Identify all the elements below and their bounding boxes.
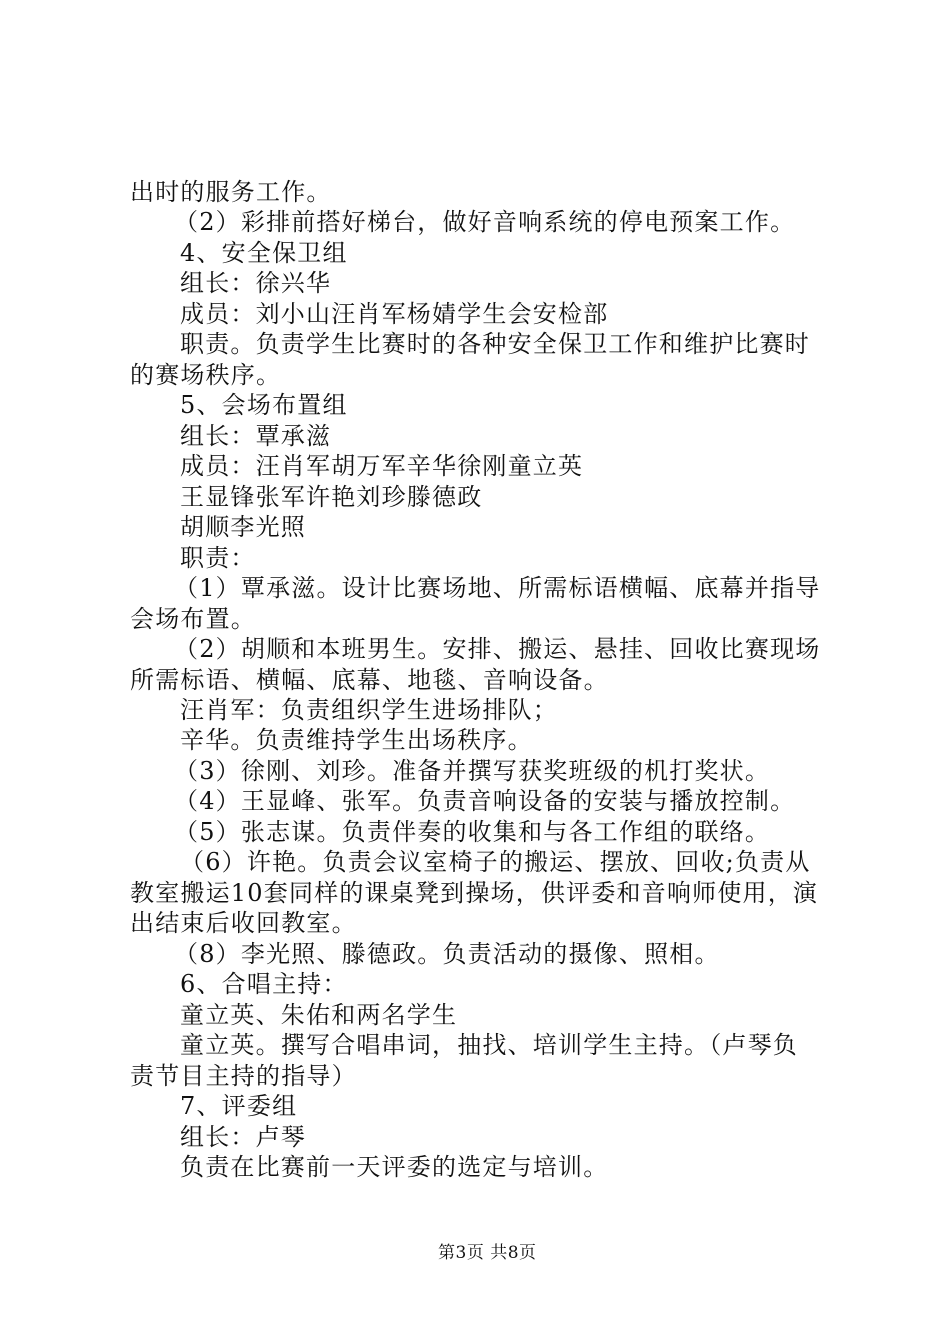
text-line: 童立英。撰写合唱串词，抽找、培训学生主持。（卢琴负 bbox=[180, 1031, 798, 1060]
text-line: 负责在比赛前一天评委的选定与培训。 bbox=[180, 1153, 609, 1181]
page-number-footer: 第3页 共8页 bbox=[438, 1243, 537, 1263]
text-line: 王显锋张军许艳刘珍滕德政 bbox=[180, 482, 483, 511]
text-line: 职责： bbox=[180, 543, 256, 572]
section-heading: 7、评委组 bbox=[180, 1092, 298, 1121]
text-line: （4）王显峰、张军。负责音响设备的安装与播放控制。 bbox=[174, 787, 796, 816]
text-line: 胡顺李光照 bbox=[180, 513, 306, 542]
text-line: 出时的服务工作。 bbox=[130, 178, 332, 206]
section-heading: 6、合唱主持： bbox=[180, 970, 348, 999]
section-heading: 4、安全保卫组 bbox=[180, 238, 348, 267]
text-line: 组长：卢琴 bbox=[180, 1122, 306, 1151]
text-line: （1）覃承滋。设计比赛场地、所需标语横幅、底幕并指导 bbox=[174, 574, 821, 603]
text-line: 成员：汪肖军胡万军辛华徐刚童立英 bbox=[180, 452, 584, 481]
text-line: 责节目主持的指导） bbox=[130, 1061, 357, 1090]
text-line: （3）徐刚、刘珍。准备并撰写获奖班级的机打奖状。 bbox=[174, 756, 771, 785]
text-line: 汪肖军：负责组织学生进场排队； bbox=[180, 695, 558, 724]
text-line: 组长：徐兴华 bbox=[180, 269, 332, 298]
text-line: 成员：刘小山汪肖军杨婧学生会安检部 bbox=[180, 299, 609, 328]
text-line: （5）张志谋。负责伴奏的收集和与各工作组的联络。 bbox=[174, 817, 771, 846]
text-line: （6）许艳。负责会议室椅子的搬运、摆放、回收;负责从 bbox=[180, 848, 811, 877]
document-body bbox=[130, 177, 850, 1182]
text-line: 教室搬运10套同样的课桌凳到操场，供评委和音响师使用，演 bbox=[130, 878, 819, 907]
text-line: 童立英、朱佑和两名学生 bbox=[180, 1000, 458, 1029]
text-line: 组长：覃承滋 bbox=[180, 421, 332, 450]
text-line: 的赛场秩序。 bbox=[130, 360, 282, 389]
text-line: 会场布置。 bbox=[130, 604, 256, 633]
text-line: 出结束后收回教室。 bbox=[130, 909, 357, 938]
text-line: （8）李光照、滕德政。负责活动的摄像、照相。 bbox=[174, 939, 720, 968]
text-line: 辛华。负责维持学生出场秩序。 bbox=[180, 726, 533, 755]
text-line: （2）胡顺和本班男生。安排、搬运、悬挂、回收比赛现场 bbox=[174, 635, 821, 664]
text-line: 所需标语、横幅、底幕、地毯、音响设备。 bbox=[130, 665, 609, 694]
text-line: 职责。负责学生比赛时的各种安全保卫工作和维护比赛时 bbox=[180, 330, 810, 359]
section-heading: 5、会场布置组 bbox=[180, 391, 348, 420]
text-line: （2）彩排前搭好梯台，做好音响系统的停电预案工作。 bbox=[174, 208, 796, 237]
